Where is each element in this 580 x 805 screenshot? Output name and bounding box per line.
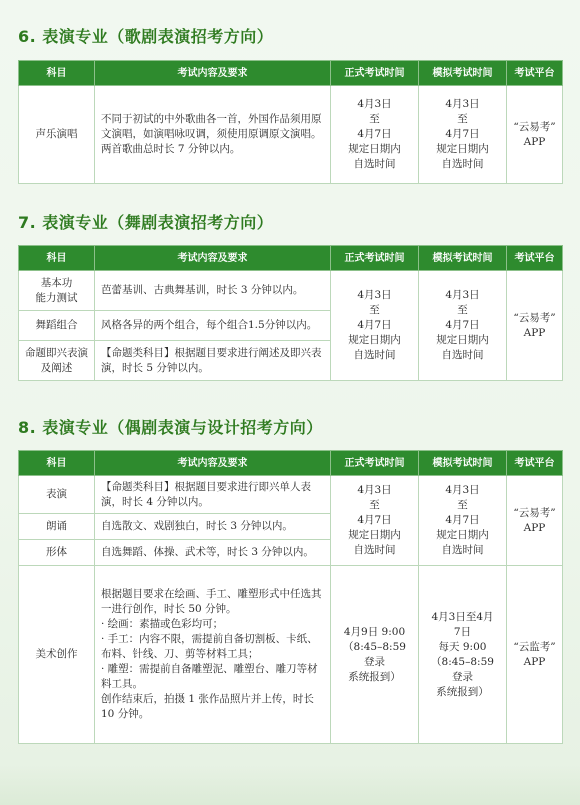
formal-time-cell: 4月9日 9:00 （8:45–8:59 登录 系统报到）	[331, 566, 419, 744]
header-formal-time: 正式考试时间	[331, 451, 419, 476]
exam-table-6	[18, 60, 563, 184]
subject-cell: 表演	[19, 476, 95, 514]
platform-cell: “云易考” APP	[507, 86, 563, 184]
subject-cell: 命题即兴表演 及阐述	[19, 341, 95, 381]
table-row	[19, 271, 563, 311]
section-6-title: 6. 表演专业（歌剧表演招考方向）	[18, 27, 274, 46]
header-formal-time: 正式考试时间	[331, 246, 419, 271]
content-cell: 不同于初试的中外歌曲各一首，外国作品须用原文演唱，如演唱咏叹调，须使用原调原文演唱。两首歌曲总时长 7 分钟以内。	[95, 86, 331, 184]
header-content: 考试内容及要求	[95, 61, 331, 86]
header-platform: 考试平台	[507, 61, 563, 86]
section-8-title: 8. 表演专业（偶剧表演与设计招考方向）	[18, 418, 323, 437]
exam-table-7	[18, 245, 563, 381]
formal-time-cell: 4月3日 至 4月7日 规定日期内 自选时间	[331, 271, 419, 381]
formal-time-cell: 4月3日 至 4月7日 规定日期内 自选时间	[331, 86, 419, 184]
subject-cell: 美术创作	[19, 566, 95, 744]
formal-time-cell: 4月3日 至 4月7日 规定日期内 自选时间	[331, 476, 419, 566]
subject-cell: 朗诵	[19, 514, 95, 540]
subject-cell: 声乐演唱	[19, 86, 95, 184]
background-decoration	[0, 765, 580, 805]
subject-cell: 基本功 能力测试	[19, 271, 95, 311]
mock-time-cell: 4月3日 至 4月7日 规定日期内 自选时间	[419, 86, 507, 184]
subject-cell: 形体	[19, 540, 95, 566]
exam-table-8	[18, 450, 563, 744]
header-mock-time: 模拟考试时间	[419, 451, 507, 476]
section-7-title: 7. 表演专业（舞剧表演招考方向）	[18, 213, 274, 232]
header-content: 考试内容及要求	[95, 451, 331, 476]
subject-cell: 舞蹈组合	[19, 311, 95, 341]
header-subject: 科目	[19, 61, 95, 86]
platform-cell: “云易考” APP	[507, 476, 563, 566]
content-cell: 自选散文、戏剧独白，时长 3 分钟以内。	[95, 514, 331, 540]
mock-time-cell: 4月3日至4月 7日 每天 9:00 （8:45–8:59 登录 系统报到）	[419, 566, 507, 744]
header-content: 考试内容及要求	[95, 246, 331, 271]
header-platform: 考试平台	[507, 246, 563, 271]
header-subject: 科目	[19, 451, 95, 476]
content-cell: 风格各异的两个组合，每个组合1.5分钟以内。	[95, 311, 331, 341]
content-cell: 【命题类科目】根据题目要求进行即兴单人表演，时长 4 分钟以内。	[95, 476, 331, 514]
content-cell: 芭蕾基训、古典舞基训，时长 3 分钟以内。	[95, 271, 331, 311]
content-cell: 【命题类科目】根据题目要求进行阐述及即兴表演，时长 5 分钟以内。	[95, 341, 331, 381]
platform-cell: “云监考” APP	[507, 566, 563, 744]
platform-cell: “云易考” APP	[507, 271, 563, 381]
table-row	[19, 476, 563, 514]
header-mock-time: 模拟考试时间	[419, 61, 507, 86]
table-row	[19, 86, 563, 184]
mock-time-cell: 4月3日 至 4月7日 规定日期内 自选时间	[419, 271, 507, 381]
header-subject: 科目	[19, 246, 95, 271]
header-platform: 考试平台	[507, 451, 563, 476]
mock-time-cell: 4月3日 至 4月7日 规定日期内 自选时间	[419, 476, 507, 566]
content-cell: 根据题目要求在绘画、手工、雕塑形式中任选其一进行创作，时长 50 分钟。 · 绘画：素描或色彩均可； · 手工：内容不限，需提前自备切割板、卡纸、布料、针线、刀、剪等材料工具； · 雕塑：需提前自备雕塑泥、雕塑台、雕刀等材料工具。 创作结束后，拍摄 1 张作品照片并上传，时长 10 分钟。	[95, 566, 331, 744]
header-mock-time: 模拟考试时间	[419, 246, 507, 271]
header-formal-time: 正式考试时间	[331, 61, 419, 86]
content-cell: 自选舞蹈、体操、武术等，时长 3 分钟以内。	[95, 540, 331, 566]
table-row	[19, 566, 563, 744]
